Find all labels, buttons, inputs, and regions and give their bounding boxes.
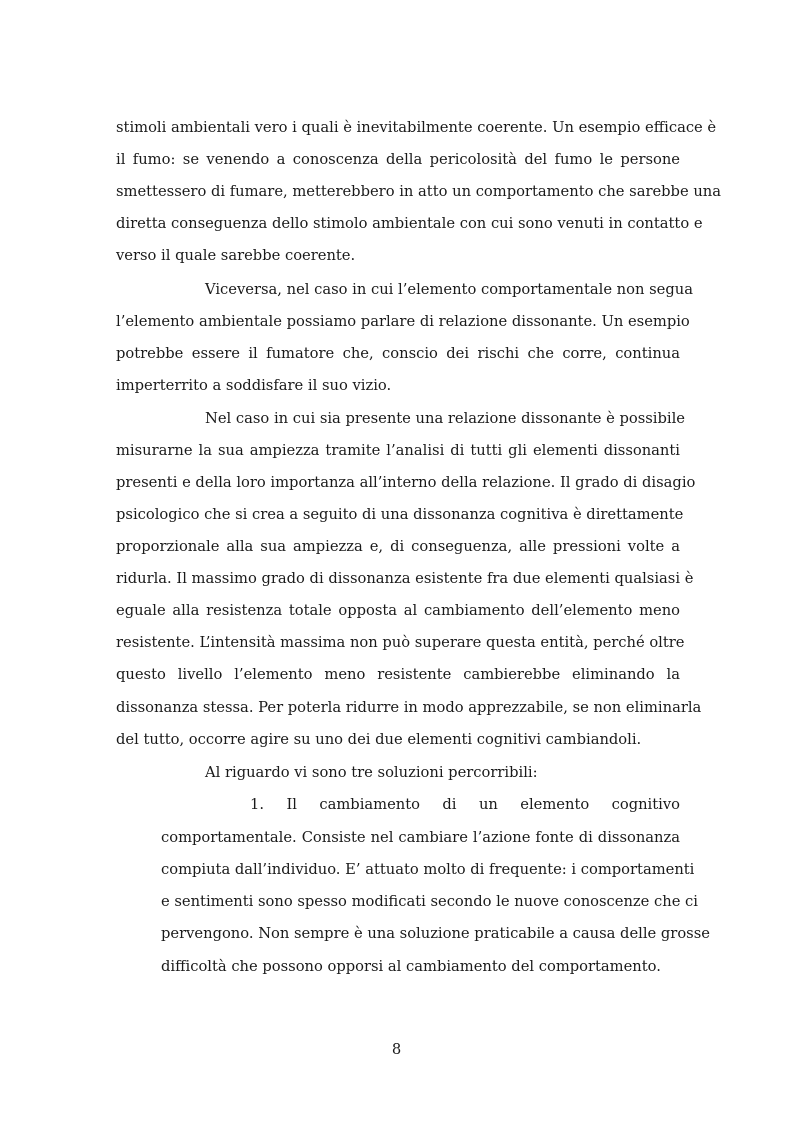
list-item-line: comportamentale. Consiste nel cambiare l’azione fonte di dissonanza bbox=[161, 829, 680, 846]
paragraph-line: smettessero di fumare, metterebbero in atto un comportamento che sarebbe una bbox=[116, 183, 721, 200]
paragraph-line: verso il quale sarebbe coerente. bbox=[116, 247, 356, 264]
paragraph-first-line: Nel caso in cui sia presente una relazione dissonante è possibile bbox=[205, 410, 685, 427]
list-item-line: compiuta dall’individuo. E’ attuato molto di frequente: i comportamenti bbox=[161, 861, 695, 878]
paragraph-line: imperterrito a soddisfare il suo vizio. bbox=[116, 377, 392, 394]
list-item-first-line: 1. Il cambiamento di un elemento cognitivo bbox=[250, 796, 680, 813]
paragraph-line: del tutto, occorre agire su uno dei due elementi cognitivi cambiandoli. bbox=[116, 731, 642, 748]
paragraph-line: misurarne la sua ampiezza tramite l’analisi di tutti gli elementi dissonanti bbox=[116, 442, 680, 459]
list-item-line: e sentimenti sono spesso modificati secondo le nuove conoscenze che ci bbox=[161, 893, 698, 910]
list-item-line: difficoltà che possono opporsi al cambiamento del comportamento. bbox=[161, 958, 661, 975]
paragraph-first-line: Viceversa, nel caso in cui l’elemento comportamentale non segua bbox=[205, 281, 693, 298]
paragraph-line: il fumo: se venendo a conoscenza della pericolosità del fumo le persone bbox=[116, 151, 680, 168]
paragraph-line: l’elemento ambientale possiamo parlare di relazione dissonante. Un esempio bbox=[116, 313, 690, 330]
paragraph-line: presenti e della loro importanza all’interno della relazione. Il grado di disagio bbox=[116, 474, 696, 491]
paragraph-line: questo livello l’elemento meno resistente cambierebbe eliminando la bbox=[116, 666, 680, 683]
paragraph-line: psicologico che si crea a seguito di una dissonanza cognitiva è direttamente bbox=[116, 506, 684, 523]
paragraph-line: dissonanza stessa. Per poterla ridurre in modo apprezzabile, se non eliminarla bbox=[116, 699, 702, 716]
paragraph-line: eguale alla resistenza totale opposta al cambiamento dell’elemento meno bbox=[116, 602, 680, 619]
page-number: 8 bbox=[391, 1041, 402, 1058]
paragraph-line: ridurla. Il massimo grado di dissonanza esistente fra due elementi qualsiasi è bbox=[116, 570, 694, 587]
paragraph-first-line: Al riguardo vi sono tre soluzioni percorribili: bbox=[205, 764, 538, 781]
paragraph-line: potrebbe essere il fumatore che, conscio dei rischi che corre, continua bbox=[116, 345, 680, 362]
paragraph-line: proporzionale alla sua ampiezza e, di conseguenza, alle pressioni volte a bbox=[116, 538, 680, 555]
list-item-line: pervengono. Non sempre è una soluzione praticabile a causa delle grosse bbox=[161, 925, 710, 942]
paragraph-line: resistente. L’intensità massima non può superare questa entità, perché oltre bbox=[116, 634, 685, 651]
paragraph-line: stimoli ambientali vero i quali è inevitabilmente coerente. Un esempio efficace è bbox=[116, 119, 717, 136]
paragraph-line: diretta conseguenza dello stimolo ambientale con cui sono venuti in contatto e bbox=[116, 215, 703, 232]
